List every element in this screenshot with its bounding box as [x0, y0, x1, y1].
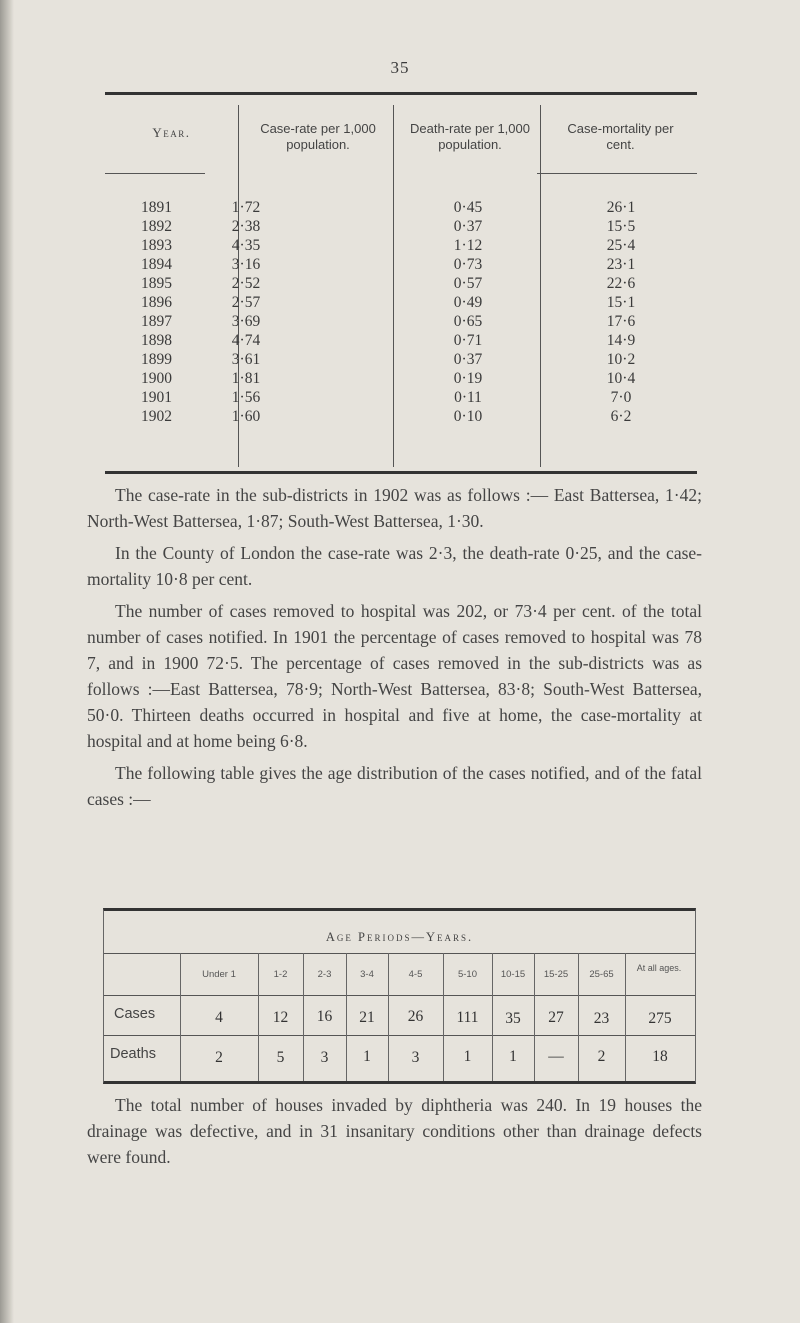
- age-header-25-65: 25-65: [589, 969, 614, 980]
- cases-cell: 4: [215, 1009, 223, 1026]
- death-rate-cell: 1·12: [453, 237, 483, 254]
- age-header-all-ages: At all ages.: [636, 963, 682, 973]
- case-mortality-cell: 23·1: [606, 256, 636, 273]
- deaths-cell: 1: [363, 1048, 371, 1065]
- case-rate-cell: 3·61: [231, 351, 261, 368]
- year-cell: 1894: [141, 256, 172, 273]
- row-label-deaths: Deaths: [110, 1046, 156, 1062]
- death-rate-cell: 0·57: [453, 275, 483, 292]
- case-mortality-cell: 14·9: [606, 332, 636, 349]
- death-rate-cell: 0·19: [453, 370, 483, 387]
- closing-text: [87, 1092, 702, 1170]
- death-rate-cell: 0·45: [453, 199, 483, 216]
- case-mortality-cell: 17·6: [606, 313, 636, 330]
- header-rule: [105, 173, 205, 174]
- case-mortality-cell: 22·6: [606, 275, 636, 292]
- rates-table: [105, 92, 697, 474]
- year-cell: 1892: [141, 218, 172, 235]
- page-number: 35: [390, 58, 410, 77]
- table-row: [105, 275, 697, 292]
- case-rate-cell: 1·72: [231, 199, 261, 216]
- paragraph-hospital-removals: The number of cases removed to hospital was 202, or 73·4 per cent. of the total number of cases notified. In 1901 the percentage of cases removed to hospital was 78 7, and in 1900 72·5. The percentage of cases removed in the sub-districts was as follows :—East Battersea, 78·9; North-West Battersea, 83·8; South-West Battersea, 50·0. Thirteen deaths occurred in hospital and five at home, the case-mortality at hospital and at home being 6·8.: [87, 601, 702, 751]
- case-mortality-cell: 7·0: [610, 389, 632, 406]
- year-cell: 1897: [141, 313, 172, 330]
- age-header-1-2: 1-2: [273, 969, 288, 980]
- deaths-cell: 5: [276, 1049, 285, 1066]
- table-row: [105, 256, 697, 273]
- death-rate-cell: 0·37: [453, 351, 483, 368]
- deaths-cell: 1: [509, 1048, 517, 1065]
- year-cell: 1901: [141, 389, 172, 406]
- cases-cell: 27: [548, 1009, 564, 1026]
- death-rate-cell: 0·11: [454, 389, 482, 406]
- header-case-mortality: Case-mortality per cent.: [567, 121, 674, 152]
- age-header-15-25: 15-25: [543, 969, 569, 980]
- case-rate-cell: 4·74: [231, 332, 261, 349]
- case-rate-cell: 1·56: [231, 389, 261, 406]
- header-case-rate: Case-rate per 1,000 population.: [260, 121, 376, 152]
- case-mortality-cell: 10·2: [606, 351, 636, 368]
- case-rate-cell: 3·16: [231, 256, 261, 273]
- year-cell: 1900: [141, 370, 172, 387]
- case-rate-cell: 3·69: [231, 313, 261, 330]
- case-mortality-cell: 10·4: [606, 370, 636, 387]
- cases-cell: 275: [648, 1010, 672, 1027]
- table-row: [105, 408, 697, 425]
- case-mortality-cell: 15·1: [606, 294, 636, 311]
- year-cell: 1891: [141, 199, 172, 216]
- row-rule: [104, 1035, 695, 1036]
- year-cell: 1902: [141, 408, 172, 425]
- year-cell: 1895: [141, 275, 172, 292]
- death-rate-cell: 0·37: [453, 218, 483, 235]
- case-rate-cell: 2·38: [231, 218, 261, 235]
- death-rate-cell: 0·71: [453, 332, 483, 349]
- table-row: [105, 313, 697, 330]
- age-header-10-15: 10-15: [500, 969, 526, 980]
- year-cell: 1899: [141, 351, 172, 368]
- deaths-cell: —: [548, 1048, 564, 1065]
- deaths-cell: 1: [463, 1048, 472, 1065]
- deaths-cell: 18: [652, 1048, 668, 1065]
- deaths-cell: 3: [320, 1049, 329, 1066]
- case-rate-cell: 2·52: [231, 275, 261, 292]
- case-mortality-cell: 26·1: [606, 199, 636, 216]
- age-header-3-4: 3-4: [360, 969, 374, 980]
- age-periods-title: Age Periods—Years.: [325, 930, 474, 944]
- cases-cell: 26: [407, 1008, 424, 1025]
- page-binding-edge: [0, 0, 14, 1323]
- age-header-4-5: 4-5: [408, 969, 423, 980]
- age-header-2-3: 2-3: [317, 969, 332, 980]
- table-row: [105, 389, 697, 406]
- cases-cell: 16: [316, 1008, 333, 1025]
- header-year: Year.: [152, 125, 191, 140]
- table-row: [105, 351, 697, 368]
- death-rate-cell: 0·73: [453, 256, 483, 273]
- cases-cell: 12: [272, 1009, 289, 1026]
- paragraph-age-table-intro: The following table gives the age distribution of the cases notified, and of the fatal cases :—: [87, 763, 702, 809]
- title-rule: [104, 953, 695, 954]
- deaths-cell: 2: [215, 1049, 223, 1066]
- year-cell: 1893: [141, 237, 172, 254]
- case-mortality-cell: 15·5: [606, 218, 636, 235]
- table-row: [105, 199, 697, 216]
- death-rate-cell: 0·10: [453, 408, 483, 425]
- case-mortality-cell: 25·4: [606, 237, 636, 254]
- table-row: [105, 218, 697, 235]
- row-label-cases: Cases: [114, 1006, 156, 1022]
- case-mortality-cell: 6·2: [610, 408, 632, 425]
- case-rate-cell: 2·57: [231, 294, 261, 311]
- death-rate-cell: 0·65: [453, 313, 483, 330]
- body-text: [87, 482, 702, 812]
- deaths-cell: 3: [411, 1049, 420, 1066]
- table-row: [105, 332, 697, 349]
- year-cell: 1898: [141, 332, 172, 349]
- death-rate-cell: 0·49: [453, 294, 483, 311]
- age-header-5-10: 5-10: [457, 969, 477, 980]
- age-header-under-1: Under 1: [202, 969, 236, 980]
- age-distribution-table: [103, 908, 696, 1084]
- case-rate-cell: 1·60: [231, 408, 261, 425]
- cases-cell: 35: [505, 1010, 521, 1027]
- header-rule: [537, 173, 697, 174]
- case-rate-cell: 1·81: [231, 370, 261, 387]
- paragraph-subdistrict-case-rate: The case-rate in the sub-districts in 1902 was as follows :— East Battersea, 1·42; North-West Battersea, 1·87; South-West Battersea, 1·30.: [87, 485, 702, 531]
- table-row: [105, 370, 697, 387]
- case-rate-cell: 4·35: [231, 237, 261, 254]
- cases-cell: 21: [359, 1009, 375, 1026]
- cases-cell: 111: [456, 1009, 479, 1026]
- header-rule: [104, 995, 695, 996]
- year-cell: 1896: [141, 294, 172, 311]
- table-row: [105, 294, 697, 311]
- paragraph-houses-invaded: The total number of houses invaded by diphtheria was 240. In 19 houses the drainage was defective, and in 31 insanitary conditions other than drainage defects were found.: [87, 1095, 702, 1167]
- cases-cell: 23: [593, 1010, 610, 1027]
- table-row: [105, 237, 697, 254]
- header-death-rate: Death-rate per 1,000 population.: [410, 121, 530, 152]
- deaths-cell: 2: [597, 1048, 606, 1065]
- paragraph-county-rates: In the County of London the case-rate was 2·3, the death-rate 0·25, and the case-mortality 10·8 per cent.: [87, 543, 702, 589]
